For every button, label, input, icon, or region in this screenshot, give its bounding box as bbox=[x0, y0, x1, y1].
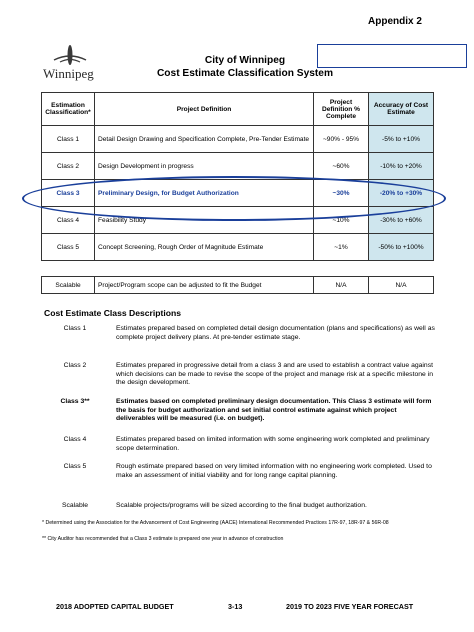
row-class: Class 1 bbox=[42, 126, 95, 153]
title-line-1: City of Winnipeg bbox=[204, 55, 286, 66]
blank-annotation-box bbox=[317, 44, 467, 68]
row-complete: ~30% bbox=[314, 180, 369, 207]
row-class: Class 5 bbox=[42, 234, 95, 261]
description-text: Estimates prepared based on limited information with some engineering work completed and preliminary scope determination. bbox=[116, 436, 430, 452]
row-accuracy: -20% to +30% bbox=[369, 180, 434, 207]
row-definition: Detail Design Drawing and Specification Complete, Pre-Tender Estimate bbox=[95, 126, 314, 153]
row-class: Class 2 bbox=[42, 153, 95, 180]
row-accuracy: -10% to +20% bbox=[369, 153, 434, 180]
row-complete: ~1% bbox=[314, 234, 369, 261]
row-definition: Design Development in progress bbox=[95, 153, 314, 180]
footnote: ** City Auditor has recommended that a Class 3 estimate is prepared one year in advance of construction bbox=[42, 536, 284, 542]
title-line-2: Cost Estimate Classification System bbox=[156, 68, 334, 79]
header-definition: Project Definition bbox=[95, 93, 314, 126]
descriptions-heading: Cost Estimate Class Descriptions bbox=[44, 308, 182, 318]
logo-emblem-icon bbox=[40, 42, 100, 68]
description-text: Estimates prepared in progressive detail from a class 3 and are used to establish a contract value against which decisions can be made to revise the scope of the project and manage risk at a specific milestone in the design development. bbox=[116, 362, 433, 387]
class-3-highlight-oval bbox=[22, 176, 446, 221]
description-text: Rough estimate prepared based on very limited information with no engineering work completed. Used to make an assessment of initial viability and for long range capital planning. bbox=[116, 463, 432, 479]
row-class: Class 3 bbox=[42, 180, 95, 207]
row-complete: ~10% bbox=[314, 207, 369, 234]
scalable-class: Scalable bbox=[42, 277, 95, 294]
row-definition: Concept Screening, Rough Order of Magnitude Estimate bbox=[95, 234, 314, 261]
row-definition: Feasibility Study bbox=[95, 207, 314, 234]
footer-left: 2018 ADOPTED CAPITAL BUDGET bbox=[56, 602, 174, 611]
description-text: Estimates prepared based on completed detail design documentation (plans and specifications) as well as complete project delivery plans. At pre-tender estimate stage. bbox=[116, 325, 435, 341]
row-complete: ~90% - 95% bbox=[314, 126, 369, 153]
row-accuracy: -5% to +10% bbox=[369, 126, 434, 153]
row-definition: Preliminary Design, for Budget Authorization bbox=[95, 180, 314, 207]
header-complete: Project Definition % Complete bbox=[314, 93, 369, 126]
row-accuracy: -30% to +60% bbox=[369, 207, 434, 234]
description-text: Estimates based on completed preliminary design documentation. This Class 3 estimate will form the basis for budget authorization and set initial control estimate against which project deliverables will be measured (i.e. on budget). bbox=[116, 398, 432, 423]
description-class: Class 2 bbox=[63, 362, 87, 369]
scalable-definition: Project/Program scope can be adjusted to fit the Budget bbox=[95, 277, 314, 294]
appendix-label: Appendix 2 bbox=[368, 16, 422, 27]
footnote: * Determined using the Association for the Advancement of Cost Engineering (AACE) International Recommended Practices 17R-97, 18R-97 & 56R-08 bbox=[42, 520, 389, 526]
row-accuracy: -50% to +100% bbox=[369, 234, 434, 261]
header-classification: Estimation Classification* bbox=[42, 93, 95, 126]
header-accuracy: Accuracy of Cost Estimate bbox=[369, 93, 434, 126]
footer-page-number: 3-13 bbox=[228, 602, 243, 611]
row-complete: ~60% bbox=[314, 153, 369, 180]
description-class: Class 1 bbox=[63, 325, 87, 332]
description-class: Class 3** bbox=[60, 398, 90, 405]
scalable-table bbox=[41, 276, 434, 294]
description-class: Class 5 bbox=[63, 463, 87, 470]
scalable-complete: N/A bbox=[314, 277, 369, 294]
table-row bbox=[42, 234, 434, 261]
table-header-row bbox=[42, 93, 434, 126]
row-class: Class 4 bbox=[42, 207, 95, 234]
table-row bbox=[42, 126, 434, 153]
description-text: Scalable projects/programs will be sized according to the final budget authorization. bbox=[116, 502, 367, 509]
table-row bbox=[42, 277, 434, 294]
winnipeg-logo bbox=[40, 42, 112, 90]
logo-text: Winnipeg bbox=[43, 66, 94, 81]
footer-right: 2019 TO 2023 FIVE YEAR FORECAST bbox=[286, 602, 414, 611]
scalable-accuracy: N/A bbox=[369, 277, 434, 294]
description-class: Scalable bbox=[61, 502, 89, 509]
description-class: Class 4 bbox=[63, 436, 87, 443]
